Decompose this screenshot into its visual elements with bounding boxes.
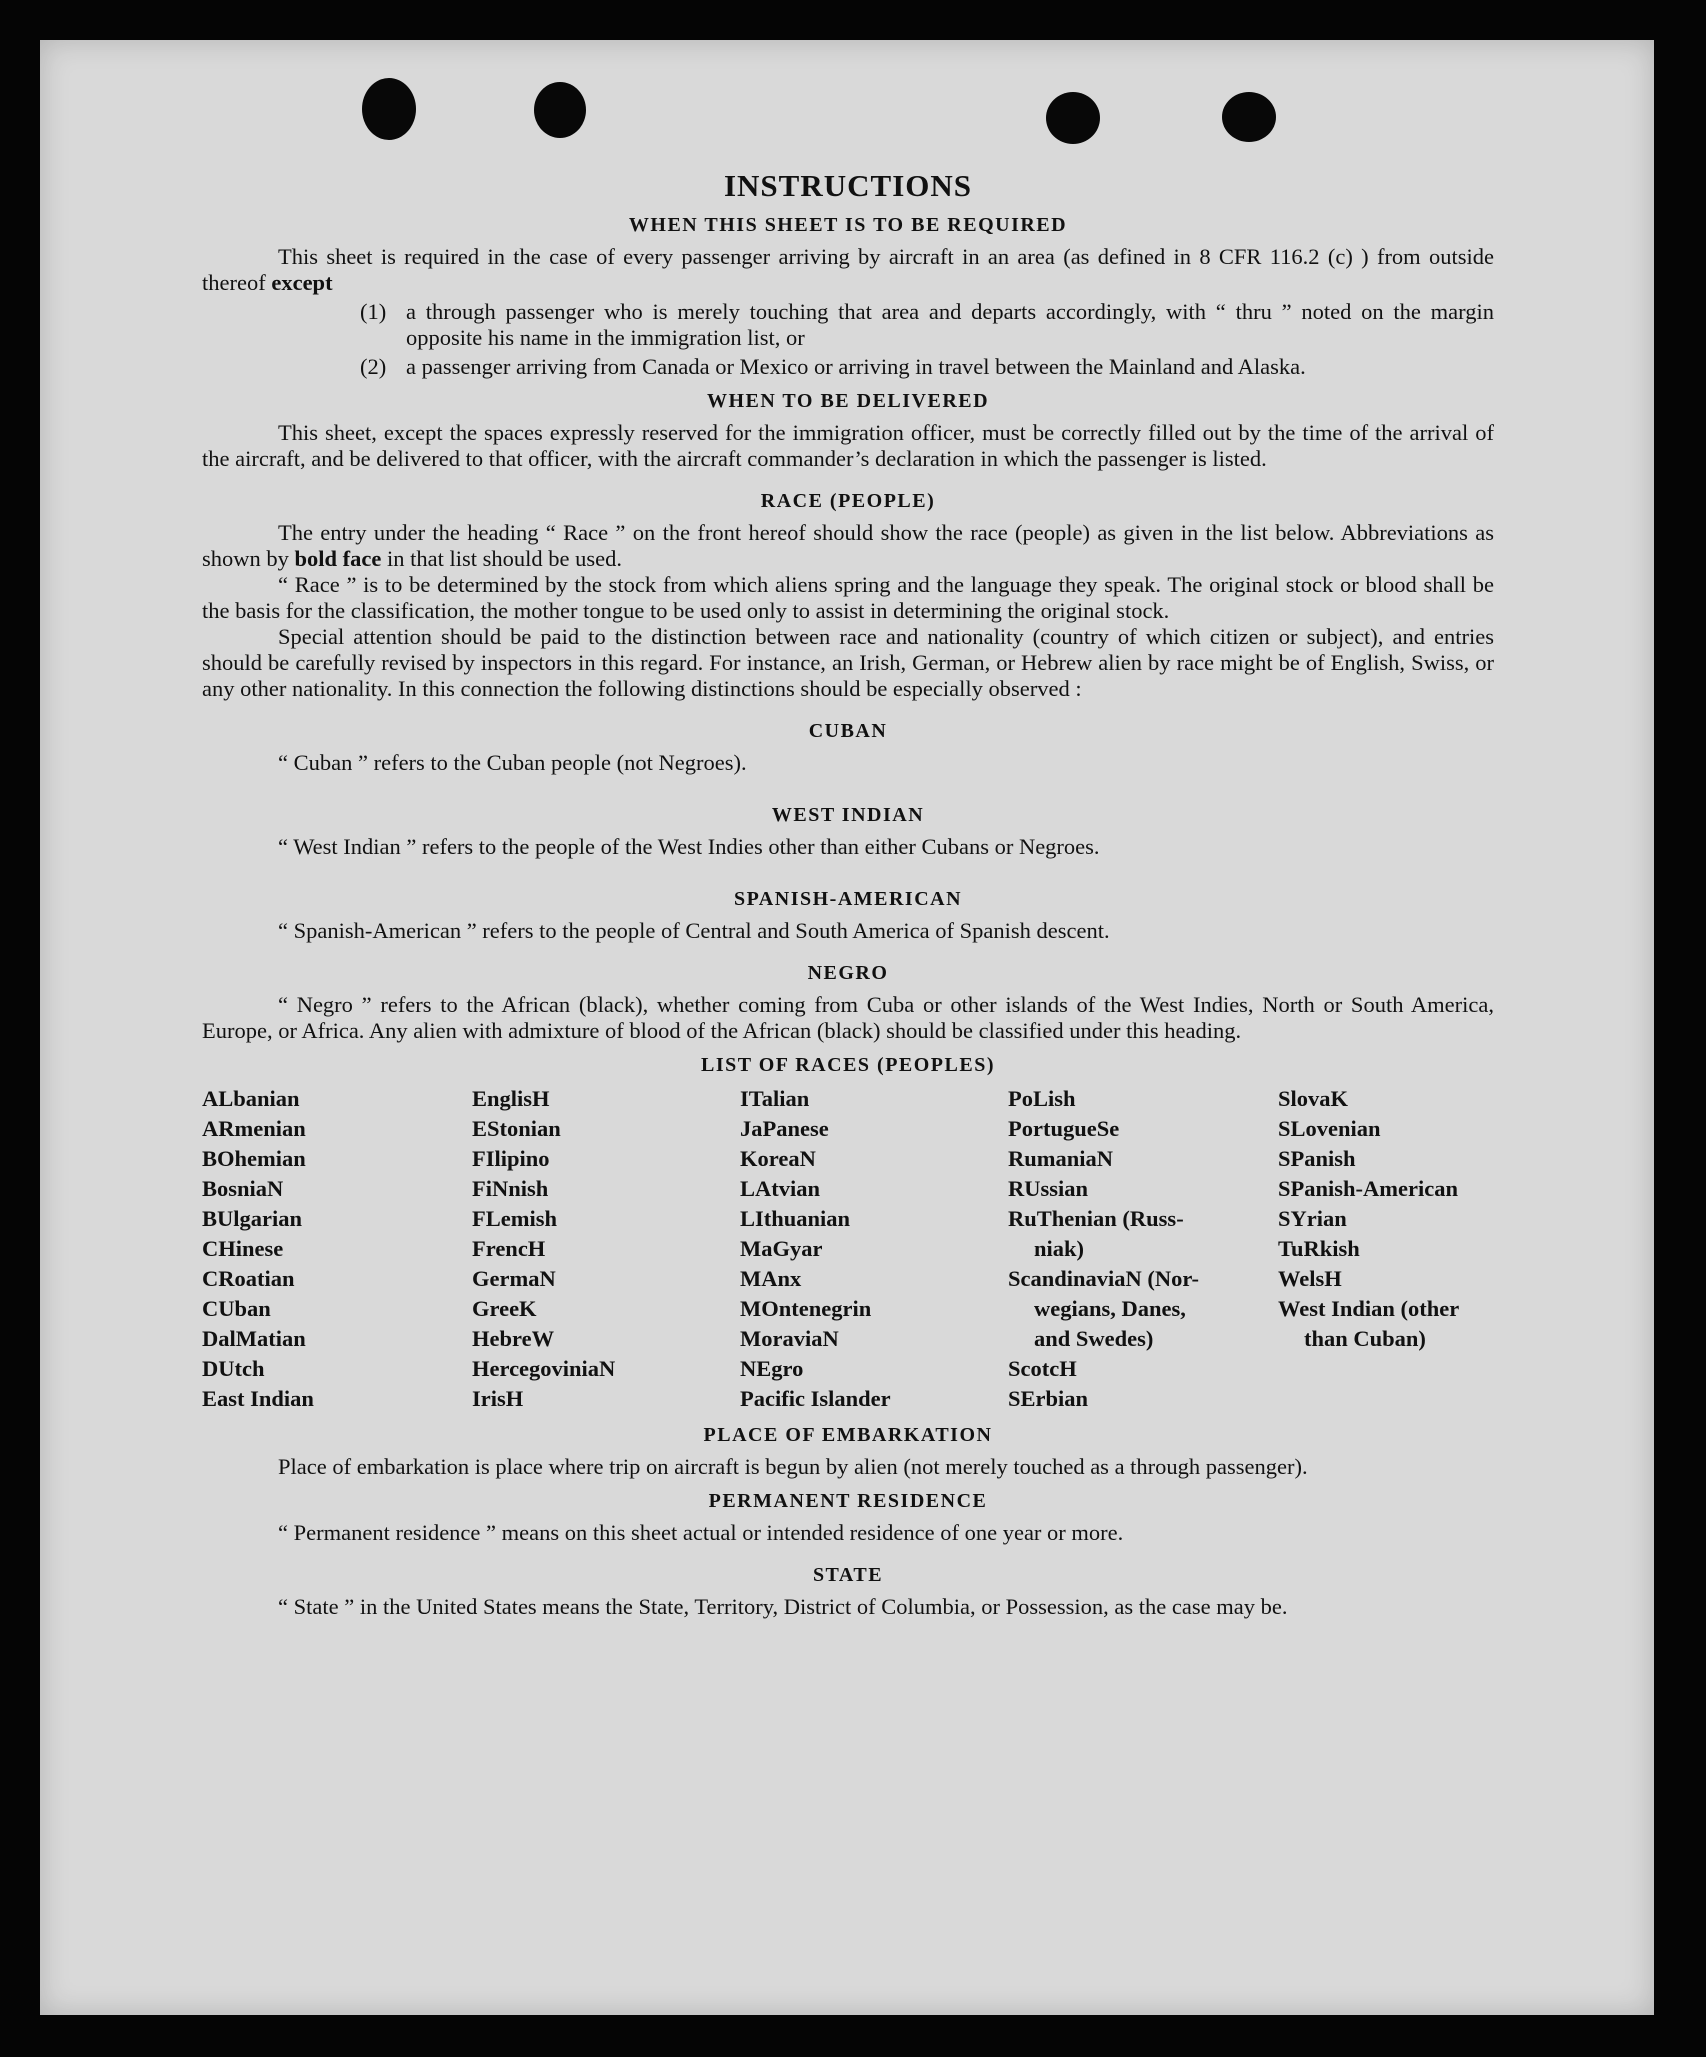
race-entry: FiNnish: [472, 1176, 549, 1201]
race-entry: SErbian: [1008, 1386, 1089, 1411]
heading-required: WHEN THIS SHEET IS TO BE REQUIRED: [628, 214, 1068, 236]
races-column: [1008, 1084, 1278, 1414]
punch-hole: [1046, 92, 1100, 144]
race-entry: RuThenian (Russ-: [1008, 1206, 1184, 1231]
race-entry: BOhemian: [202, 1146, 306, 1171]
race-entry: SLovenian: [1278, 1116, 1381, 1141]
race-entry: Pacific Islander: [740, 1386, 891, 1411]
race-entry: CRoatian: [202, 1266, 295, 1291]
heading-residence: PERMANENT RESIDENCE: [708, 1490, 988, 1512]
races-column: [1278, 1084, 1494, 1414]
race-entry: MaGyar: [740, 1236, 823, 1261]
race-entry: PoLish: [1008, 1086, 1076, 1111]
races-list: [202, 1084, 1494, 1414]
race-entry: EStonian: [472, 1116, 561, 1141]
heading-race: RACE (PEOPLE): [760, 490, 936, 512]
required-item: [360, 299, 1494, 351]
race-paragraph-1: The entry under the heading “ Race ” on the front hereof should show the race (people) as given in the list below. Abbreviations as shown by bold face in that list should be used.: [202, 520, 1494, 571]
race-entry: SPanish-American: [1278, 1176, 1458, 1201]
race-entry: wegians, Danes,: [1034, 1296, 1186, 1321]
heading-embarkation: PLACE OF EMBARKATION: [703, 1424, 993, 1446]
residence-text: “ Permanent residence ” means on this sheet actual or intended residence of one year or more.: [278, 1520, 1124, 1545]
heading-west-indian: WEST INDIAN: [771, 804, 925, 826]
race-entry: West Indian (other: [1278, 1296, 1460, 1321]
race-entry: BUlgarian: [202, 1206, 303, 1231]
race-entry: GreeK: [472, 1296, 537, 1321]
punch-hole: [1222, 92, 1276, 142]
race-entry: ScotcH: [1008, 1356, 1077, 1381]
punch-hole: [534, 82, 586, 138]
item-number: (1): [360, 299, 387, 324]
race-entry: PortugueSe: [1008, 1116, 1120, 1141]
race-entry: ITalian: [740, 1086, 810, 1111]
race-entry: DUtch: [202, 1356, 265, 1381]
races-column: [472, 1084, 740, 1414]
required-item: [360, 354, 1494, 380]
race-entry: than Cuban): [1304, 1326, 1426, 1351]
race-entry: ScandinaviaN (Nor-: [1008, 1266, 1200, 1291]
instructions-content: [202, 168, 1494, 1620]
race-entry: niak): [1034, 1236, 1085, 1261]
page-title: INSTRUCTIONS: [723, 168, 972, 203]
race-entry: HebreW: [472, 1326, 555, 1351]
race-entry: RUssian: [1008, 1176, 1089, 1201]
race-entry: CUban: [202, 1296, 271, 1321]
document-sheet: [40, 40, 1654, 2015]
race-entry: HercegoviniaN: [472, 1356, 616, 1381]
race-paragraph-3: Special attention should be paid to the distinction between race and nationality (country of which citizen or subject), and entries should be carefully revised by inspectors in this regard. For instance, an Irish, German, or Hebrew alien by race might be of English, Swiss, or any other nationality. In this connection the following distinctions should be especially observed :: [202, 624, 1494, 701]
races-column: [740, 1084, 1008, 1414]
item-text: a passenger arriving from Canada or Mexico or arriving in travel between the Mainland and Alaska.: [406, 354, 1306, 379]
race-entry: FIlipino: [472, 1146, 550, 1171]
race-entry: SYrian: [1278, 1206, 1347, 1231]
heading-delivered: WHEN TO BE DELIVERED: [706, 390, 990, 412]
item-number: (2): [360, 354, 387, 379]
heading-negro: NEGRO: [807, 962, 889, 984]
race-paragraph-2: “ Race ” is to be determined by the stock from which aliens spring and the language they speak. The original stock or blood shall be the basis for the classification, the mother tongue to be used only to assist in determining the original stock.: [202, 572, 1494, 623]
heading-races-list: LIST OF RACES (PEOPLES): [700, 1054, 995, 1076]
race-entry: IrisH: [472, 1386, 524, 1411]
west-indian-text: “ West Indian ” refers to the people of the West Indies other than either Cubans or Negroes.: [278, 834, 1100, 859]
race-entry: and Swedes): [1034, 1326, 1154, 1351]
race-entry: ARmenian: [202, 1116, 306, 1141]
heading-state: STATE: [812, 1564, 884, 1586]
race-entry: LIthuanian: [740, 1206, 851, 1231]
races-column: [202, 1084, 472, 1414]
race-entry: KoreaN: [740, 1146, 816, 1171]
race-entry: RumaniaN: [1008, 1146, 1114, 1171]
race-entry: East Indian: [202, 1386, 314, 1411]
race-entry: TuRkish: [1278, 1236, 1360, 1261]
race-entry: GermaN: [472, 1266, 556, 1291]
race-entry: JaPanese: [740, 1116, 829, 1141]
heading-spanish-american: SPANISH-AMERICAN: [733, 888, 963, 910]
punch-hole: [362, 78, 416, 140]
race-entry: SlovaK: [1278, 1086, 1349, 1111]
heading-cuban: CUBAN: [808, 720, 888, 742]
race-entry: WelsH: [1278, 1266, 1342, 1291]
race-entry: ALbanian: [202, 1086, 300, 1111]
race-entry: MOntenegrin: [740, 1296, 872, 1321]
race-entry: NEgro: [740, 1356, 804, 1381]
spanish-american-text: “ Spanish-American ” refers to the people of Central and South America of Spanish descent.: [278, 918, 1110, 943]
negro-text: “ Negro ” refers to the African (black), whether coming from Cuba or other islands of the West Indies, North or South America, Europe, or Africa. Any alien with admixture of blood of the African (black) should be classified under this heading.: [202, 992, 1494, 1043]
race-entry: BosniaN: [202, 1176, 284, 1201]
race-entry: FLemish: [472, 1206, 558, 1231]
race-entry: SPanish: [1278, 1146, 1356, 1171]
item-text: a through passenger who is merely touching that area and departs accordingly, with “ thru ” noted on the margin opposite his name in the immigration list, or: [406, 299, 1494, 350]
race-entry: EnglisH: [472, 1086, 550, 1111]
race-entry: MoraviaN: [740, 1326, 839, 1351]
embarkation-text: Place of embarkation is place where trip on aircraft is begun by alien (not merely touched as a through passenger).: [278, 1454, 1308, 1479]
race-entry: FrencH: [472, 1236, 546, 1261]
required-intro: This sheet is required in the case of every passenger arriving by aircraft in an area (as defined in 8 CFR 116.2 (c) ) from outside thereof except: [202, 244, 1494, 295]
race-entry: LAtvian: [740, 1176, 821, 1201]
race-entry: DalMatian: [202, 1326, 306, 1351]
delivered-text: This sheet, except the spaces expressly reserved for the immigration officer, must be correctly filled out by the time of the arrival of the aircraft, and be delivered to that officer, with the aircraft commander’s declaration in which the passenger is listed.: [202, 420, 1494, 471]
race-entry: CHinese: [202, 1236, 284, 1261]
cuban-text: “ Cuban ” refers to the Cuban people (not Negroes).: [278, 750, 747, 775]
state-text: “ State ” in the United States means the State, Territory, District of Columbia, or Possession, as the case may be.: [278, 1594, 1288, 1619]
race-entry: MAnx: [740, 1266, 802, 1291]
